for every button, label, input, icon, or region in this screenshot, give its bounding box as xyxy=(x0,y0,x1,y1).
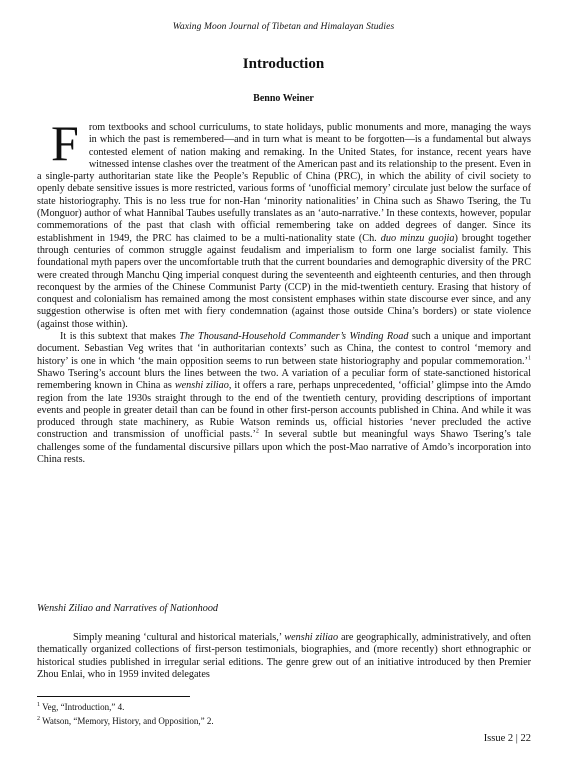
paragraph-2-text-e: In several subtle but meaningful ways Shawo Tsering’s tale challenges some of the fundamental discursive pillars upon which the post-Mao narrative of Amdo’s incorporation into China rests. xyxy=(37,429,531,466)
footnote-divider xyxy=(37,696,190,697)
paragraph-3-text-b: are geographically, administratively, and often thematically organized collections of first-person testimonials, biographies, and (more recently) short ethnographic or historical studies published in irregular serial editions. The genre grew out of an initiative introduced by then Premier Zhou Enlai, who in 1959 invited delegates xyxy=(37,632,531,680)
article-title: Introduction xyxy=(242,56,325,72)
article-author: Benno Weiner xyxy=(253,93,314,104)
article-body xyxy=(37,116,531,466)
page-number: Issue 2 | 22 xyxy=(483,733,531,744)
paragraph-1-italic: duo minzu guojia xyxy=(380,232,455,244)
footnote-ref-1[interactable]: 1 xyxy=(528,355,531,362)
footnote-1-number: 1 xyxy=(37,702,40,708)
paragraph-3 xyxy=(37,632,531,681)
footnote-1-text: Veg, “Introduction,” 4. xyxy=(40,702,125,712)
paragraph-2-text-a: It is this subtext that makes xyxy=(60,331,180,343)
paragraph-2-text-d: , it offers a rare, perhaps unprecedented, ‘official’ glimpse into the Amdo region from the late 1930s straight through to the end of the twentieth century, providing descriptions of important events and people in greater detail than can be found in other first-person accounts published in China. And while it was produced through state machinery, as Rubie Watson reminds us, official histories ‘never precluded the active construction and transmission of unofficial pasts.’ xyxy=(37,380,531,441)
journal-header: Waxing Moon Journal of Tibetan and Himalayan Studies xyxy=(172,22,395,32)
paragraph-1 xyxy=(37,116,531,331)
paragraph-2-book-title: The Thousand-Household Commander’s Winding Road xyxy=(179,331,409,343)
paragraph-2 xyxy=(37,331,531,466)
paragraph-3-italic: wenshi ziliao xyxy=(284,632,339,643)
paragraph-2-italic-term: wenshi ziliao xyxy=(174,380,229,392)
paragraph-2-text-c: Shawo Tsering’s account blurs the lines between the two. A variation of a peculiar form of state-sanctioned historical remembering known in China as xyxy=(37,367,531,392)
paragraph-2-text-b: such a unique and important document. Sebastian Veg writes that ‘in authoritarian contexts’ such as China, the contest to control ‘memory and history’ is one in which ‘the main opposition seems to run between state historiography and popular commemoration.’ xyxy=(37,331,532,367)
paragraph-1-text-a: rom textbooks and school curriculums, to state holidays, public monuments and more, managing the ways in which the past is remembered—and in turn what is meant to be forgotten—is a fundamental but always contested element of nation making and remaking. In the United States, for instance, recent years have witnessed intense clashes over the treatment of the American past and its relationship to the present. Even in a single-party authoritarian state like the People’s Republic of China (PRC), in which the ability of civil society to openly debate sensitive issues is more restricted, various forms of ‘unofficial memory’ circulate just below the surface of state historiography. This is no less true for non-Han ‘minority nationalities’ in China such as Shawo Tsering, the Tu (Monguor) author of what Hannibal Taubes usefully translates as an ‘auto-narrative.’ In these contexts, however, popular commemorations of the past that clash with official remembering take on added degrees of danger. Since its establishment in 1949, the PRC has claimed to be a multi-nationality state (Ch. xyxy=(37,122,531,244)
paragraph-3-text-a: Simply meaning ‘cultural and historical materials,’ xyxy=(73,632,285,643)
drop-cap: F xyxy=(51,115,79,171)
paragraph-1-text-b: ) brought together through centuries of common struggle against feudalism and imperialism to form one large socialist family. This foundational myth papers over the uncomfortable truth that the current boundaries and demographic diversity of the PRC were created through Manchu Qing imperial conquest during the seventeenth and eighteenth centuries, and then through reconquest by the armies of the Chinese Communist Party (CCP) in the mid-twentieth century. Erasing that history of conquest and colonialism has remained among the most consistent emphases within state discourse ever since, and any suggestion otherwise is often met with fiery condemnation (against those outside China’s borders) or state violence (against those within). xyxy=(37,232,531,330)
footnote-ref-2[interactable]: 2 xyxy=(255,429,259,436)
footnote-2 xyxy=(37,716,214,726)
footnote-1 xyxy=(37,702,124,712)
section-heading: Wenshi Ziliao and Narratives of Nationhood xyxy=(37,603,219,614)
footnote-2-text: Watson, “Memory, History, and Opposition,” 2. xyxy=(40,716,214,726)
footnote-2-number: 2 xyxy=(37,716,40,722)
